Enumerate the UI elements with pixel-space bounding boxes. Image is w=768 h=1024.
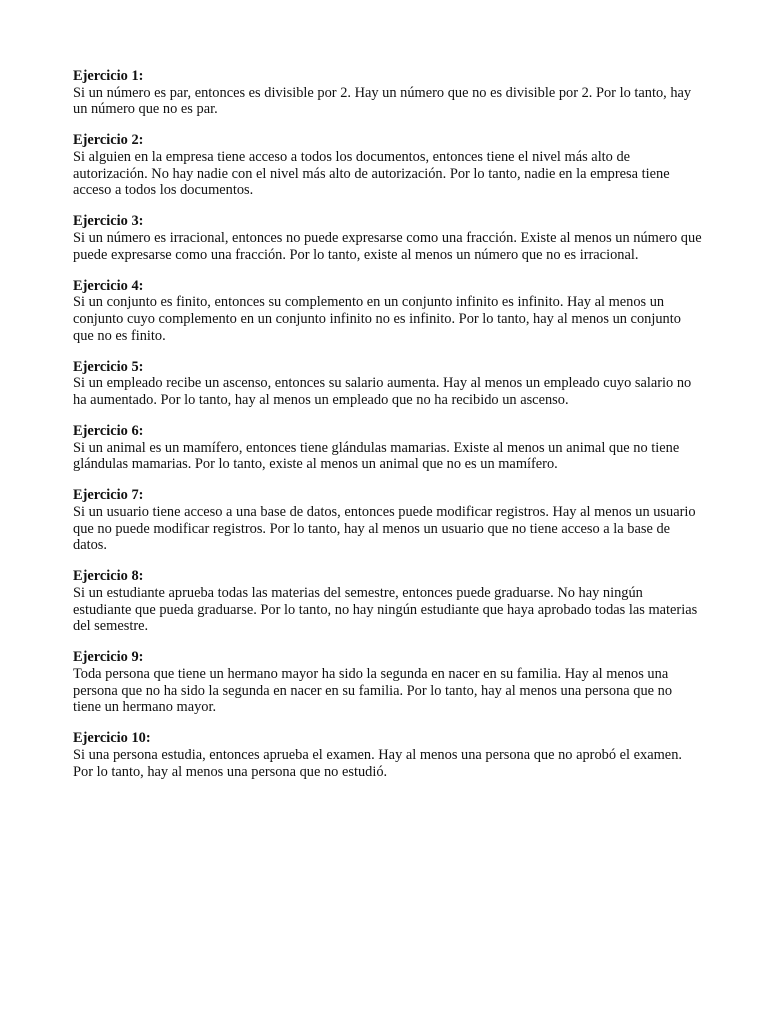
exercise-text: Si un empleado recibe un ascenso, entonces su salario aumenta. Hay al menos un empleado cuyo salario no ha aumentado. Por lo tanto, hay al menos un empleado que no ha recibido un ascenso. [73, 375, 692, 408]
exercise-4 [73, 278, 703, 344]
exercise-title: Ejercicio 9: [73, 649, 144, 666]
exercise-text: Si un estudiante aprueba todas las materias del semestre, entonces puede graduarse. No hay ningún estudiante que pueda graduarse. Por lo tanto, no hay ningún estudiante que haya aprobado todas las materias del semestre. [73, 585, 698, 635]
exercise-9 [73, 649, 703, 715]
exercise-1 [73, 68, 703, 118]
exercise-title: Ejercicio 5: [73, 358, 144, 375]
exercise-title: Ejercicio 4: [73, 277, 144, 294]
exercise-title: Ejercicio 1: [73, 68, 144, 84]
exercise-text: Si un animal es un mamífero, entonces tiene glándulas mamarias. Existe al menos un animal que no tiene glándulas mamarias. Por lo tanto, existe al menos un animal que no es un mamífero. [73, 439, 680, 473]
exercise-5 [73, 359, 703, 409]
exercise-8 [73, 568, 703, 634]
exercise-text: Si un conjunto es finito, entonces su complemento en un conjunto infinito es infinito. Hay al menos un conjunto cuyo complemento en un conjunto infinito no es infinito. Por lo tanto, hay al menos un conjunto que no es finito. [73, 294, 681, 344]
exercise-text: Si un número es irracional, entonces no puede expresarse como una fracción. Existe al menos un número que puede expresarse como una fracción. Por lo tanto, existe al menos un número que no es irracional. [73, 229, 702, 263]
exercise-text: Toda persona que tiene un hermano mayor ha sido la segunda en nacer en su familia. Hay al menos una persona que no ha sido la segunda en nacer en su familia. Por lo tanto, hay al menos una persona que no tiene un hermano mayor. [73, 665, 673, 716]
document-page [73, 68, 703, 795]
exercise-title: Ejercicio 6: [73, 423, 144, 440]
exercise-title: Ejercicio 7: [73, 487, 144, 504]
exercise-text: Si un usuario tiene acceso a una base de datos, entonces puede modificar registros. Hay al menos un usuario que no puede modificar registros. Por lo tanto, hay al menos un usuario que no tiene acceso a la base de datos. [73, 504, 696, 554]
exercise-3 [73, 213, 703, 263]
exercise-10 [73, 730, 703, 780]
exercise-6 [73, 423, 703, 473]
exercise-text: Si una persona estudia, entonces aprueba el examen. Hay al menos una persona que no aprobó el examen. Por lo tanto, hay al menos una persona que no estudió. [73, 746, 682, 780]
exercise-title: Ejercicio 10: [73, 730, 151, 747]
exercise-title: Ejercicio 2: [73, 132, 144, 149]
exercise-2 [73, 132, 703, 198]
exercise-text: Si alguien en la empresa tiene acceso a todos los documentos, entonces tiene el nivel más alto de autorización. No hay nadie con el nivel más alto de autorización. Por lo tanto, nadie en la empresa tiene acceso a todos los documentos. [73, 148, 670, 199]
exercise-text: Si un número es par, entonces es divisible por 2. Hay un número que no es divisible por 2. Por lo tanto, hay un número que no es par. [73, 84, 692, 118]
exercise-title: Ejercicio 3: [73, 213, 144, 230]
exercise-title: Ejercicio 8: [73, 568, 144, 585]
exercise-7 [73, 487, 703, 553]
